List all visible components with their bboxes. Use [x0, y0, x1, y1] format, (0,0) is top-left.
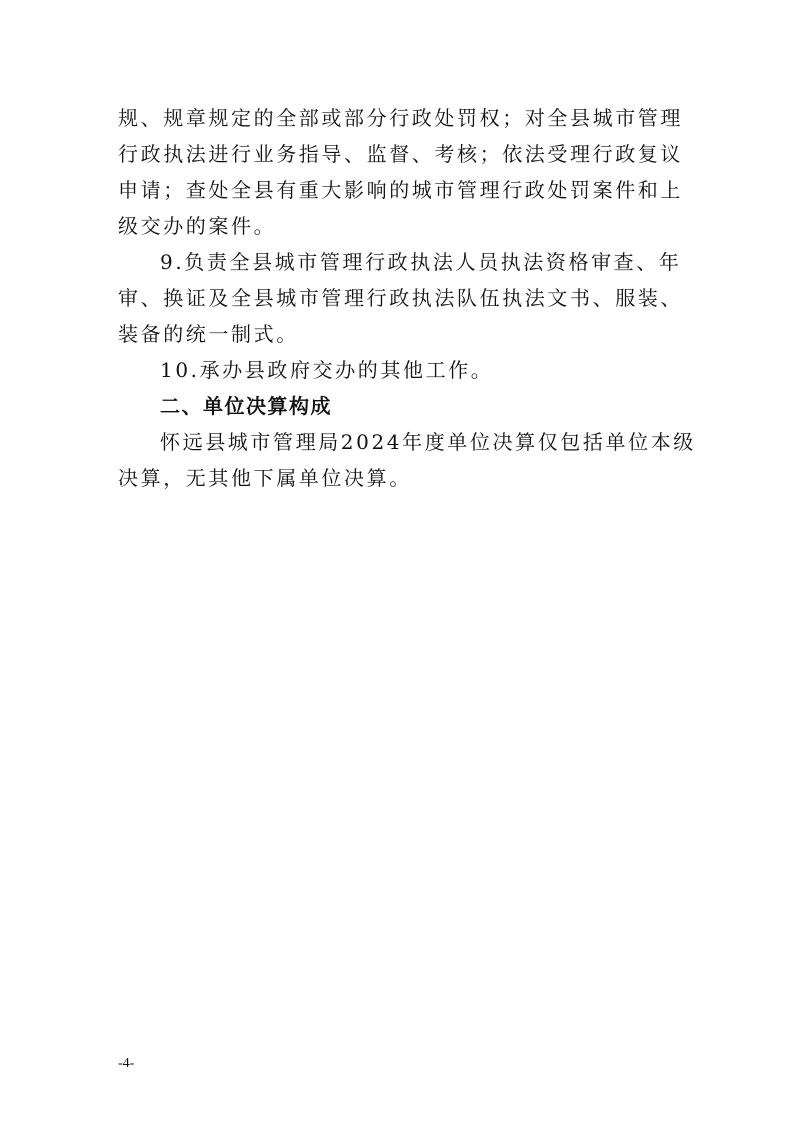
section-heading: 二、单位决算构成 [160, 394, 332, 418]
paragraph-item-9 [118, 244, 683, 352]
text-line: 10.承办县政府交办的其他工作。 [160, 358, 494, 382]
text-line: 决算，无其他下属单位决算。 [118, 466, 412, 490]
text-line: 申请；查处全县有重大影响的城市管理行政处罚案件和上 [118, 178, 683, 202]
text-line: 怀远县城市管理局2024年度单位决算仅包括单位本级 [160, 430, 696, 454]
text-line: 规、规章规定的全部或部分行政处罚权；对全县城市管理 [118, 106, 683, 130]
text-line: 审、换证及全县城市管理行政执法队伍执法文书、服装、 [118, 286, 683, 310]
text-line: 行政执法进行业务指导、监督、考核；依法受理行政复议 [118, 142, 683, 166]
text-line: 装备的统一制式。 [118, 322, 299, 346]
paragraph-continuation [118, 100, 683, 244]
page-number: -4- [118, 1056, 135, 1071]
body-text [118, 100, 696, 496]
text-line: 9.负责全县城市管理行政执法人员执法资格审查、年 [160, 250, 682, 274]
paragraph-budget-composition [118, 424, 696, 496]
text-line: 级交办的案件。 [118, 214, 277, 238]
paragraph-item-10 [118, 352, 678, 388]
